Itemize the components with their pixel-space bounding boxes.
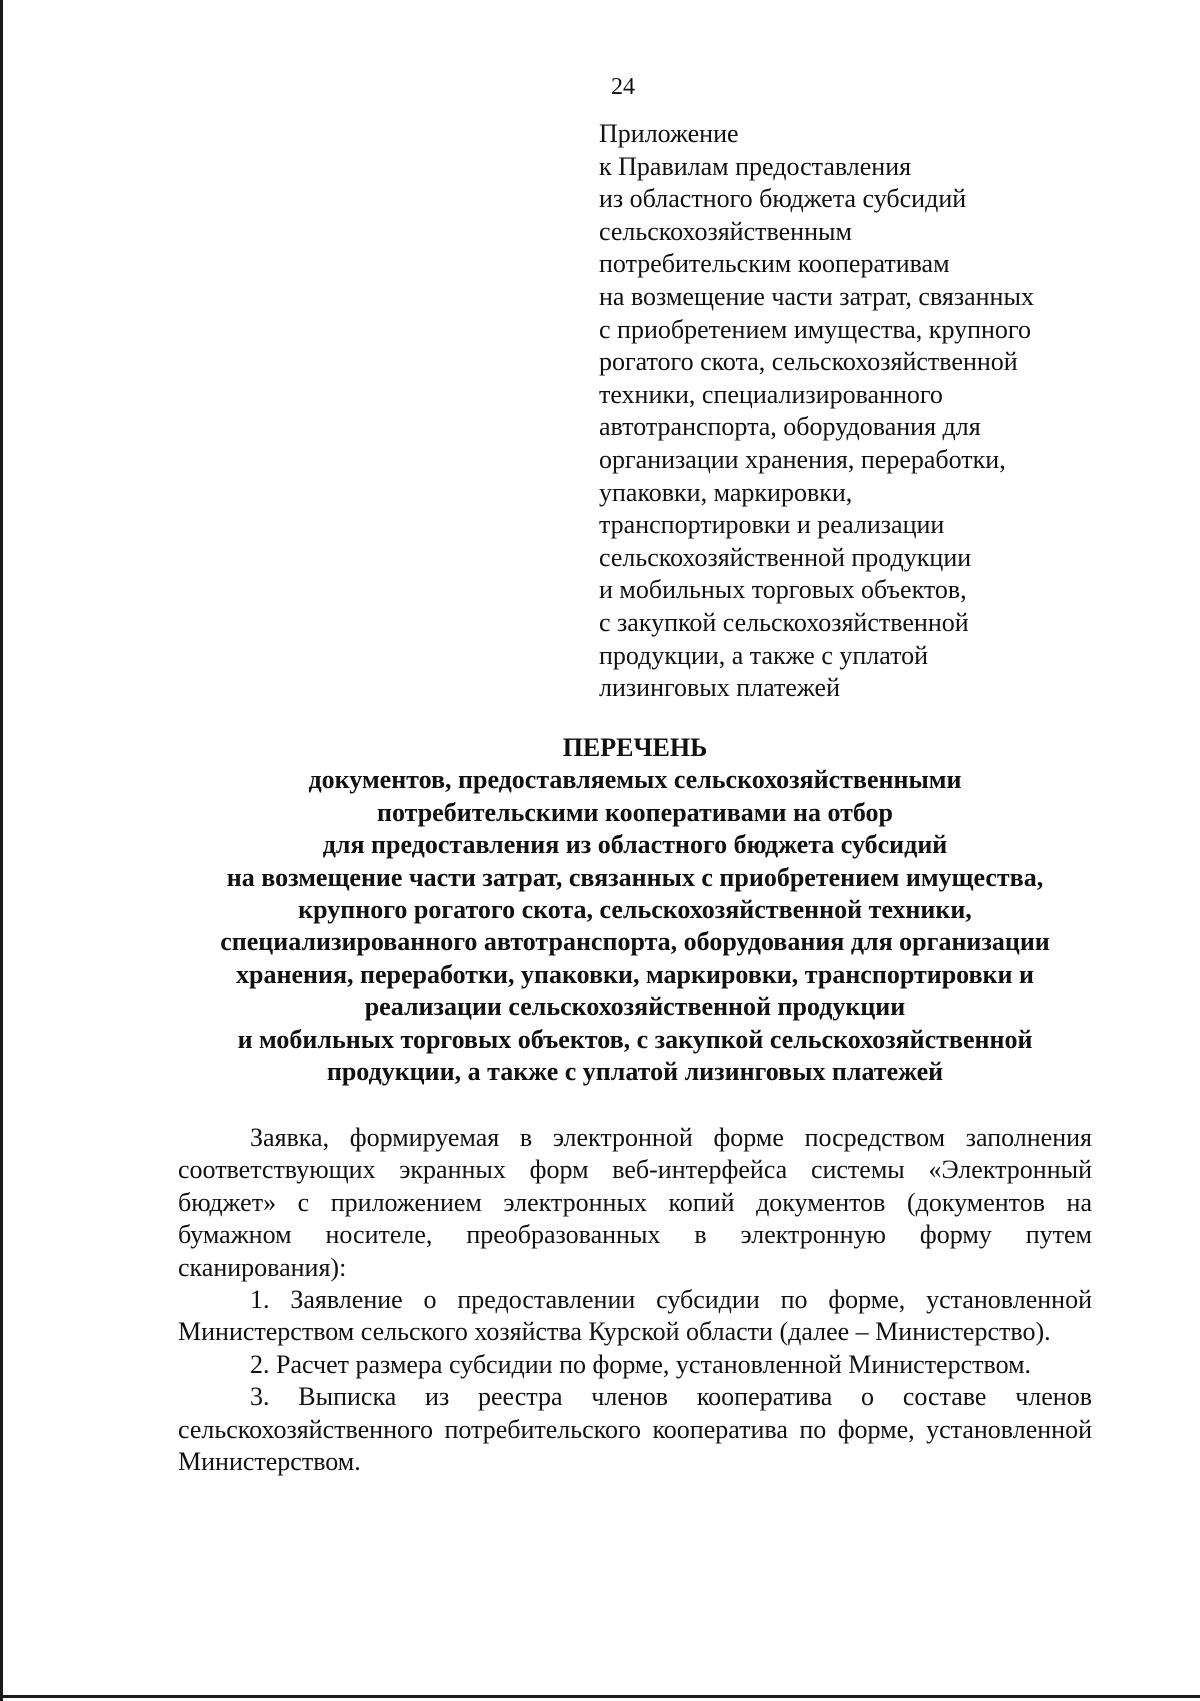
title-line: и мобильных торговых объектов, с закупкой сельскохозяйственной [237,1024,1033,1054]
appendix-line: сельскохозяйственным [599,216,852,246]
title-line: документов, предоставляемых сельскохозяйственными [308,765,962,795]
title-line: потребительскими кооперативами на отбор [376,797,893,827]
list-item: 1. Заявление о предоставлении субсидии по форме, установленной Министерством сельского хозяйства Курской области (далее – Министерство). [178,1285,1092,1347]
document-title [160,732,1110,1088]
list-item: 2. Расчет размера субсидии по форме, установленной Министерством. [250,1349,1032,1379]
title-heading: ПЕРЕЧЕНЬ [562,733,708,762]
appendix-line: транспортировки и реализации [599,510,945,540]
appendix-note [599,118,1119,705]
appendix-line: на возмещение части затрат, связанных [599,281,1034,311]
appendix-line: автотранспорта, оборудования для [599,412,981,442]
title-line: реализации сельскохозяйственной продукции [364,992,906,1022]
scan-edge-bottom [0,1695,1200,1698]
appendix-line: упаковки, маркировки, [599,477,853,507]
title-line: крупного рогатого скота, сельскохозяйственной техники, [298,895,972,925]
appendix-line: рогатого скота, сельскохозяйственной [599,347,1018,377]
appendix-line: из областного бюджета субсидий [599,184,967,214]
title-line: хранения, переработки, упаковки, маркировки, транспортировки и [236,959,1034,989]
appendix-line: с приобретением имущества, крупного [599,314,1031,344]
appendix-line: техники, специализированного [599,379,943,409]
appendix-line: и мобильных торговых объектов, [599,575,967,605]
appendix-line: потребительским кооперативам [599,249,950,279]
appendix-line: к Правилам предоставления [599,151,912,181]
appendix-line: Приложение [599,119,739,148]
appendix-line: организации хранения, переработки, [599,444,1006,474]
page-number: 24 [611,74,635,100]
scan-edge-left [0,0,3,1701]
title-line: продукции, а также с уплатой лизинговых платежей [326,1057,944,1087]
intro-paragraph: Заявка, формируемая в электронной форме посредством заполнения соответствующих экранных форм веб-интерфейса системы «Электронный бюджет» с приложением электронных копий документов (документов на бумажном носителе, преобразованных в электронную форму путем сканирования): [178,1123,1092,1282]
title-line: для предоставления из областного бюджета субсидий [322,830,948,860]
title-line: на возмещение части затрат, связанных с приобретением имущества, [226,862,1044,892]
appendix-line: продукции, а также с уплатой [599,640,929,670]
list-item: 3. Выписка из реестра членов кооператива о составе членов сельскохозяйственного потребительского кооператива по форме, установленной Министерством. [178,1382,1092,1477]
title-line: специализированного автотранспорта, оборудования для организации [220,927,1050,957]
appendix-line: сельскохозяйственной продукции [599,542,972,572]
document-body [178,1122,1092,1478]
appendix-line: с закупкой сельскохозяйственной [599,607,969,637]
appendix-line: лизинговых платежей [599,673,840,703]
